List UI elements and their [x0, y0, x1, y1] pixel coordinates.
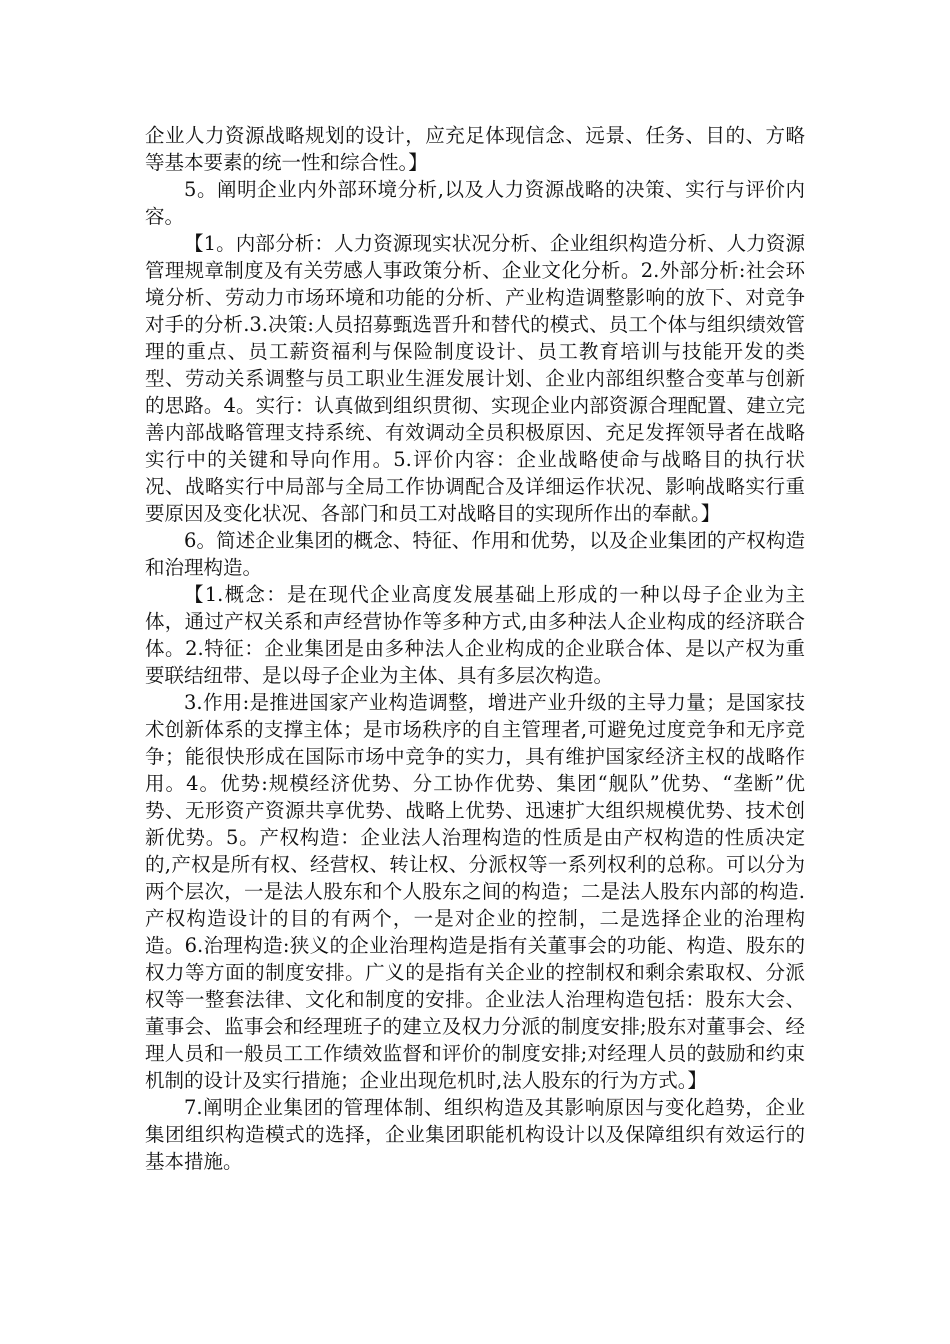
paragraph-question-7: 7.阐明企业集团的管理体制、组织构造及其影响原因与变化趋势，企业集团组织构造模式的选择，企业集团职能机构设计以及保障组织有效运行的基本措施。	[145, 1096, 805, 1173]
paragraph-question-6: 6。简述企业集团的概念、特征、作用和优势，以及企业集团的产权构造和治理构造。	[145, 529, 805, 579]
paragraph-question-5: 5。阐明企业内外部环境分析,以及人力资源战略的决策、实行与评价内容。	[145, 178, 805, 228]
paragraph-answer-6-part-2: 3.作用:是推进国家产业构造调整，增进产业升级的主导力量；是国家技术创新体系的支撑主体；是市场秩序的自主管理者,可避免过度竞争和无序竞争；能很快形成在国际市场中竞争的实力，具有维护国家经济主权的战略作用。4。优势:规模经济优势、分工协作优势、集团“舰队”优势、“垄断”优势、无形资产资源共享优势、战略上优势、迅速扩大组织规模优势、技术创新优势。5。产权构造：企业法人治理构造的性质是由产权构造的性质决定的,产权是所有权、经营权、转让权、分派权等一系列权利的总称。可以分为两个层次，一是法人股东和个人股东之间的构造；二是法人股东内部的构造.产权构造设计的目的有两个，一是对企业的控制，二是选择企业的治理构造。6.治理构造:狭义的企业治理构造是指有关董事会的功能、构造、股东的权力等方面的制度安排。广义的是指有关企业的控制权和剩余索取权、分派权等一整套法律、文化和制度的安排。企业法人治理构造包括：股东大会、董事会、监事会和经理班子的建立及权力分派的制度安排;股东对董事会、经理人员和一般员工工作绩效监督和评价的制度安排;对经理人员的鼓励和约束机制的设计及实行措施；企业出现危机时,法人股东的行为方式。】	[145, 691, 805, 1092]
paragraph-answer-6-part-1: 【1.概念：是在现代企业高度发展基础上形成的一种以母子企业为主体，通过产权关系和声经营协作等多种方式,由多种法人企业构成的经济联合体。2.特征：企业集团是由多种法人企业构成的企业联合体、是以产权为重要联结纽带、是以母子企业为主体、具有多层次构造。	[145, 583, 805, 687]
paragraph-strategy-design: 企业人力资源战略规划的设计，应充足体现信念、远景、任务、目的、方略等基本要素的统一性和综合性。】	[145, 124, 805, 174]
document-body	[145, 122, 805, 1175]
paragraph-answer-5: 【1。内部分析：人力资源现实状况分析、企业组织构造分析、人力资源管理规章制度及有关劳感人事政策分析、企业文化分析。2.外部分析:社会环境分析、劳动力市场环境和功能的分析、产业构造调整影响的放下、对竞争对手的分析.3.决策:人员招募甄选晋升和替代的模式、员工个体与组织绩效管理的重点、员工薪资福利与保险制度设计、员工教育培训与技能开发的类型、劳动关系调整与员工职业生涯发展计划、企业内部组织整合变革与创新的思路。4。实行：认真做到组织贯彻、实现企业内部资源合理配置、建立完善内部战略管理支持系统、有效调动全员积极原因、充足发挥领导者在战略实行中的关键和导向作用。5.评价内容：企业战略使命与战略目的执行状况、战略实行中局部与全局工作协调配合及详细运作状况、影响战略实行重要原因及变化状况、各部门和员工对战略目的实现所作出的奉献。】	[145, 232, 805, 525]
